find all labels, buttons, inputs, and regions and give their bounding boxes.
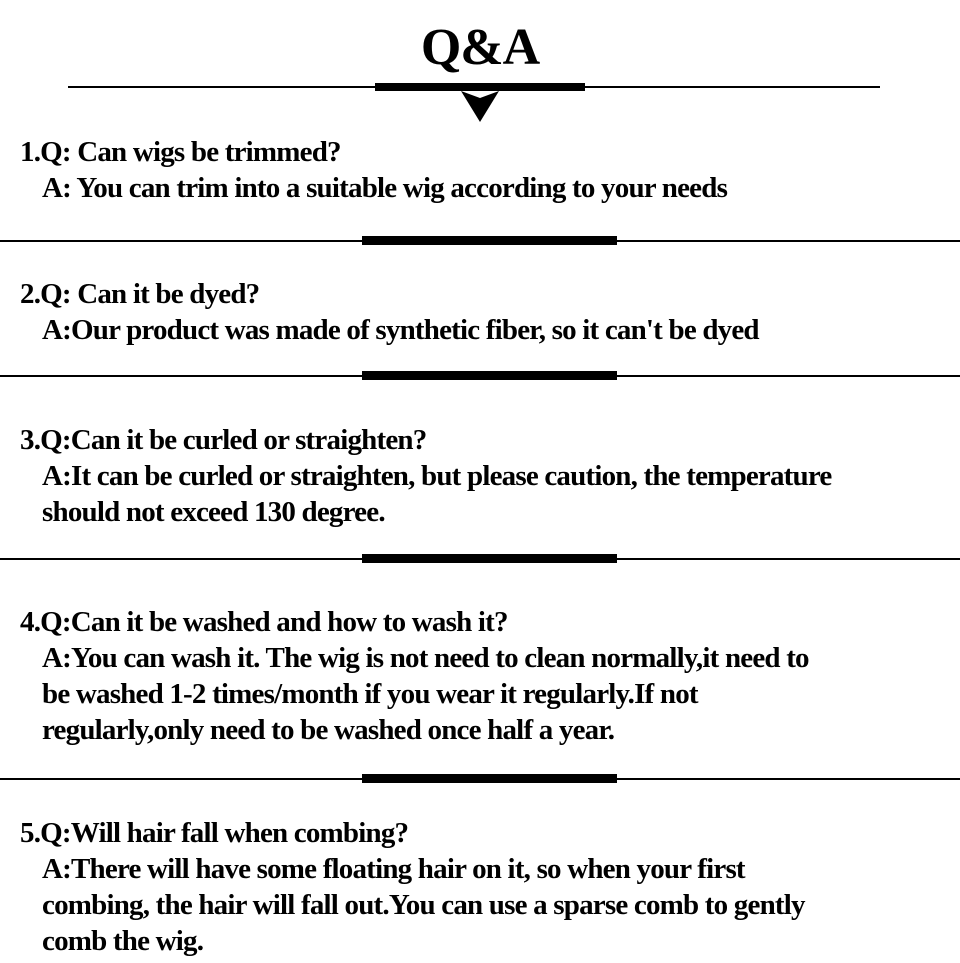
answer-line: comb the wig. [42,925,204,957]
divider-accent-bar [362,774,617,783]
divider-accent-bar [362,236,617,245]
answer-line: should not exceed 130 degree. [42,496,385,528]
question-text: 3.Q:Can it be curled or straighten? [20,424,427,456]
page-title: Q&A [420,19,540,76]
answer-line: A:There will have some floating hair on it, so when your first [42,853,745,885]
answer-line: A:It can be curled or straighten, but please caution, the temperature [42,460,832,492]
down-triangle-icon [461,91,499,122]
divider-accent-bar [362,371,617,380]
qa-item-4 [0,604,960,748]
answer-line: be washed 1-2 times/month if you wear it regularly.If not [42,678,698,710]
question-text: 1.Q: Can wigs be trimmed? [20,136,341,168]
divider-accent-bar [362,554,617,563]
qa-item-3 [0,422,960,530]
qa-item-5 [0,815,960,959]
title-accent-bar [375,83,585,91]
question-text: 5.Q:Will hair fall when combing? [20,817,409,849]
question-text: 4.Q:Can it be washed and how to wash it? [20,606,508,638]
question-text: 2.Q: Can it be dyed? [20,278,260,310]
answer-line: A:You can wash it. The wig is not need to clean normally,it need to [42,642,809,674]
answer-line: combing, the hair will fall out.You can use a sparse comb to gently [42,889,805,921]
answer-line: regularly,only need to be washed once half a year. [42,714,615,746]
section-divider [0,371,960,381]
section-divider [0,236,960,246]
section-divider [0,774,960,784]
qa-item-2 [0,276,960,348]
answer-line: A:Our product was made of synthetic fiber, so it can't be dyed [42,314,759,346]
qa-item-1 [0,134,960,206]
section-divider [0,554,960,564]
answer-line: A: You can trim into a suitable wig according to your needs [42,172,728,204]
